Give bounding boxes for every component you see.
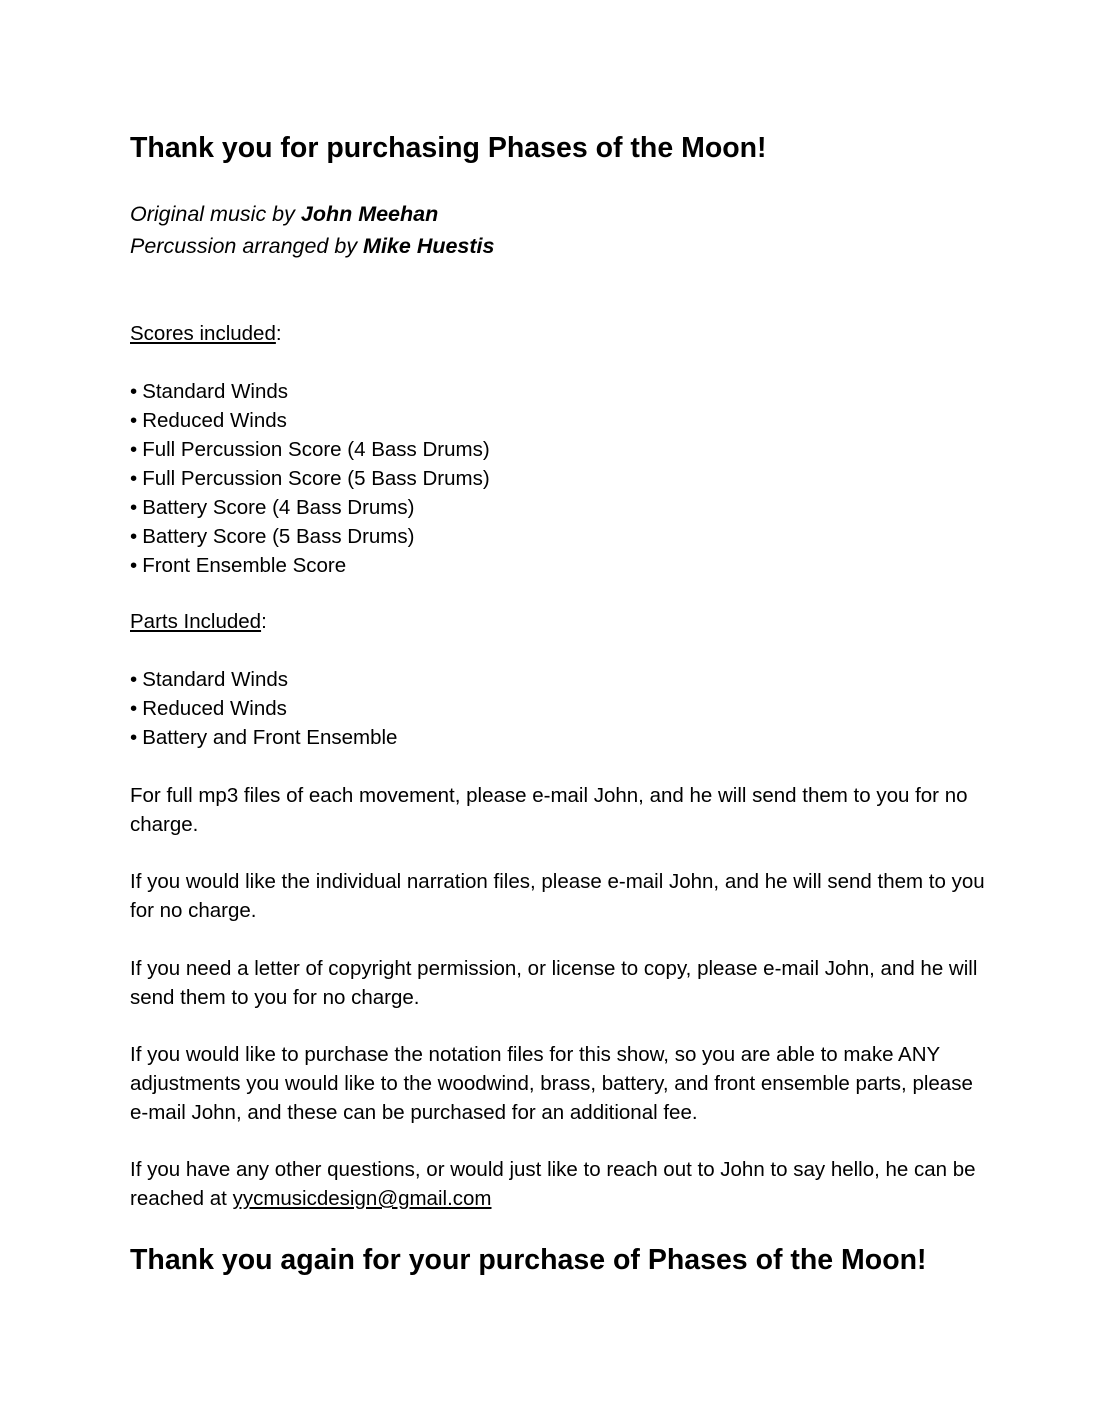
list-item bbox=[130, 551, 490, 580]
bullet-icon: • bbox=[130, 467, 138, 490]
list-item-text: Battery Score (4 Bass Drums) bbox=[142, 496, 415, 519]
list-item-text: Full Percussion Score (5 Bass Drums) bbox=[142, 467, 490, 490]
bullet-icon: • bbox=[130, 525, 138, 548]
list-item bbox=[130, 665, 397, 694]
narration-paragraph: If you would like the individual narration files, please e-mail John, and he will send them to you for no charge. bbox=[130, 870, 985, 922]
list-item-text: Reduced Winds bbox=[142, 409, 287, 432]
parts-list bbox=[130, 665, 397, 752]
parts-heading-label: Parts Included bbox=[130, 610, 262, 633]
contact-paragraph bbox=[130, 1155, 990, 1213]
scores-heading bbox=[130, 319, 282, 348]
list-item bbox=[130, 377, 490, 406]
list-item-text: Reduced Winds bbox=[142, 697, 287, 720]
bullet-icon: • bbox=[130, 697, 138, 720]
page-title: Thank you for purchasing Phases of the Moon! bbox=[130, 132, 767, 164]
list-item bbox=[130, 464, 490, 493]
list-item-text: Standard Winds bbox=[142, 380, 289, 403]
scores-heading-label: Scores included bbox=[130, 322, 276, 345]
list-item bbox=[130, 435, 490, 464]
closing-title: Thank you again for your purchase of Phases of the Moon! bbox=[130, 1244, 927, 1276]
credits-block bbox=[130, 198, 494, 262]
copyright-paragraph: If you need a letter of copyright permission, or license to copy, please e-mail John, and he will send them to you for no charge. bbox=[130, 957, 978, 1009]
bullet-icon: • bbox=[130, 380, 138, 403]
list-item bbox=[130, 493, 490, 522]
list-item bbox=[130, 406, 490, 435]
bullet-icon: • bbox=[130, 496, 138, 519]
list-item-text: Full Percussion Score (4 Bass Drums) bbox=[142, 438, 490, 461]
mp3-paragraph: For full mp3 files of each movement, please e-mail John, and he will send them to you for no charge. bbox=[130, 784, 968, 836]
scores-heading-colon: : bbox=[275, 322, 282, 345]
parts-heading-colon: : bbox=[261, 610, 267, 633]
list-item-text: Battery Score (5 Bass Drums) bbox=[142, 525, 415, 548]
arranger-name: Mike Huestis bbox=[363, 234, 495, 258]
notation-paragraph: If you would like to purchase the notation files for this show, so you are able to make ANY adjustments you would like to the woodwind, brass, battery, and front ensemble parts, please e-mail John, and these can be purchased for an additional fee. bbox=[130, 1043, 973, 1124]
music-credit-prefix: Original music by bbox=[130, 202, 301, 226]
scores-list bbox=[130, 377, 490, 580]
percussion-credit-prefix: Percussion arranged by bbox=[130, 234, 364, 258]
percussion-credit-line bbox=[130, 230, 494, 262]
contact-text: If you have any other questions, or would just like to reach out to John to say hello, he can be reached at bbox=[130, 1158, 976, 1210]
bullet-icon: • bbox=[130, 409, 138, 432]
list-item-text: Battery and Front Ensemble bbox=[142, 726, 398, 749]
composer-name: John Meehan bbox=[300, 202, 439, 226]
bullet-icon: • bbox=[130, 438, 138, 461]
list-item bbox=[130, 723, 397, 752]
list-item bbox=[130, 694, 397, 723]
list-item-text: Standard Winds bbox=[142, 668, 289, 691]
bullet-icon: • bbox=[130, 726, 138, 749]
bullet-icon: • bbox=[130, 668, 138, 691]
music-credit-line bbox=[130, 198, 494, 230]
list-item-text: Front Ensemble Score bbox=[142, 554, 347, 577]
contact-email-link[interactable]: yycmusicdesign@gmail.com bbox=[232, 1187, 492, 1210]
list-item bbox=[130, 522, 490, 551]
bullet-icon: • bbox=[130, 554, 138, 577]
parts-heading bbox=[130, 607, 267, 636]
